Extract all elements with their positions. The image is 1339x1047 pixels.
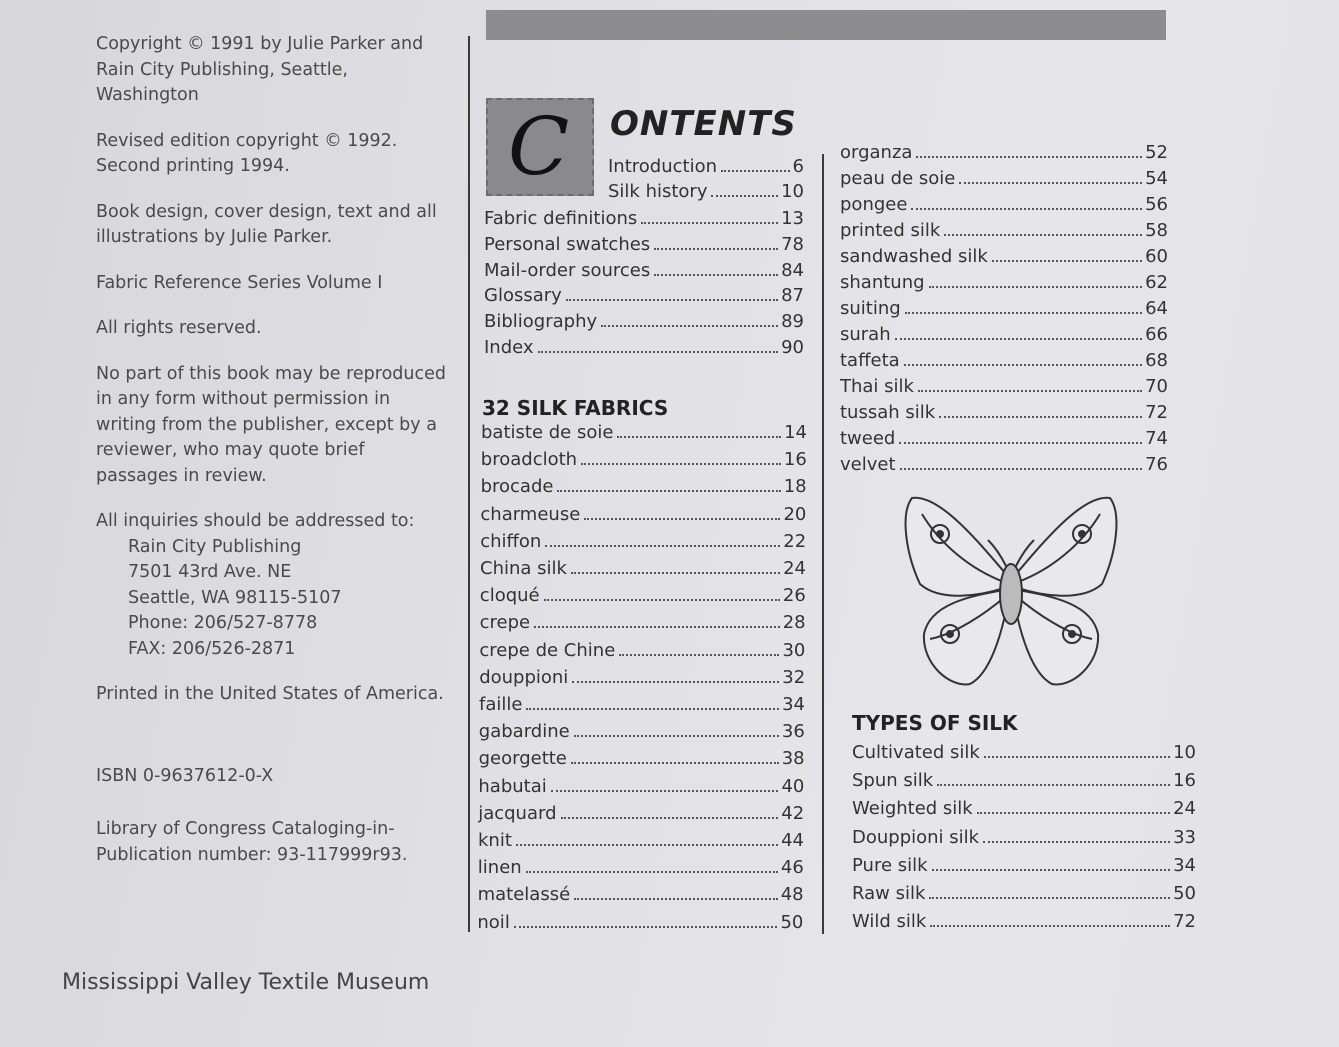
leader-dots — [905, 312, 1142, 314]
toc-main-row — [484, 285, 804, 311]
fabric-row — [840, 298, 1168, 324]
silk-type-row — [852, 855, 1196, 881]
leader-dots — [918, 390, 1142, 392]
fabric-row — [478, 884, 804, 910]
fabric-label: habutai — [478, 775, 547, 797]
fax-line: FAX: 206/526-2871 — [128, 638, 296, 659]
fabric-label: organza — [840, 142, 913, 163]
silk-type-row — [852, 798, 1196, 824]
toc-main-label: Mail-order sources — [484, 259, 651, 281]
leader-dots — [916, 156, 1142, 158]
moth-icon — [900, 484, 1122, 694]
leader-dots — [984, 756, 1170, 758]
fabric-label: noil — [477, 911, 510, 933]
fabric-row — [481, 476, 807, 502]
fabric-row — [840, 246, 1168, 272]
leader-dots — [959, 182, 1142, 184]
leader-dots — [551, 790, 779, 792]
fabric-page: 62 — [1145, 272, 1168, 293]
fabric-row — [479, 748, 805, 774]
reproduction-notice: No part of this book may be reproduced in any form without permission in writing from the publisher, except by a reviewer, who may quote brief passages in review. — [96, 363, 446, 486]
toc-main-page: 13 — [781, 208, 804, 229]
leader-dots — [526, 871, 778, 873]
fabric-page: 52 — [1145, 142, 1168, 163]
leader-dots — [929, 897, 1170, 899]
fabric-page: 48 — [780, 884, 804, 906]
toc-main-page: 84 — [781, 259, 804, 281]
toc-main-label: Silk history — [608, 181, 708, 202]
fabric-row — [840, 350, 1168, 376]
isbn: ISBN 0-9637612-0-X — [96, 765, 274, 786]
fabric-page: 28 — [782, 612, 806, 634]
address-line: Rain City Publishing — [128, 536, 302, 557]
toc-main-page: 10 — [781, 181, 804, 202]
leader-dots — [983, 841, 1170, 843]
toc-main-label: Bibliography — [484, 311, 598, 333]
toc-main-row — [608, 181, 804, 207]
fabric-label: cloqué — [479, 585, 540, 607]
silk-type-label: Raw silk — [852, 883, 926, 904]
fabric-row — [478, 803, 804, 829]
leader-dots — [929, 286, 1143, 288]
fabric-row — [840, 272, 1168, 298]
toc-main-page: 89 — [781, 311, 804, 333]
silk-type-page: 50 — [1173, 883, 1196, 904]
revised-edition: Revised edition copyright © 1992. Second printing 1994. — [96, 130, 398, 176]
watermark: Mississippi Valley Textile Museum — [62, 970, 430, 995]
leader-dots — [939, 416, 1142, 418]
design-credit: Book design, cover design, text and all illustrations by Julie Parker. — [96, 201, 437, 247]
toc-main-row — [484, 260, 804, 286]
fabric-label: jacquard — [478, 802, 557, 824]
fabric-page: 22 — [783, 530, 807, 552]
fabric-label: charmeuse — [480, 503, 581, 525]
leader-dots — [895, 338, 1142, 340]
copyright-block — [96, 32, 446, 888]
toc-main-row — [608, 156, 804, 182]
fabric-page: 60 — [1145, 246, 1168, 267]
silk-fabrics-heading: 32 SILK FABRICS — [482, 396, 669, 420]
fabric-label: georgette — [478, 748, 567, 770]
leader-dots — [617, 436, 781, 438]
silk-type-page: 16 — [1173, 770, 1196, 792]
fabric-label: taffeta — [840, 350, 900, 371]
fabric-page: 46 — [780, 857, 804, 879]
silk-type-page: 34 — [1173, 854, 1196, 876]
fabric-row — [480, 531, 806, 557]
fabric-label: broadcloth — [480, 449, 578, 471]
fabric-label: pongee — [840, 194, 908, 215]
fabric-row — [478, 776, 804, 802]
leader-dots — [601, 325, 778, 327]
leader-dots — [900, 468, 1143, 470]
fabric-label: faille — [479, 694, 523, 715]
silk-type-label: Douppioni silk — [852, 826, 980, 848]
fabric-page: 32 — [782, 666, 806, 688]
fabric-row — [481, 449, 807, 475]
fabric-label: chiffon — [480, 530, 542, 552]
leader-dots — [581, 463, 781, 465]
fabric-row — [479, 694, 805, 720]
contents-title: ONTENTS — [610, 104, 797, 144]
fabric-label: shantung — [840, 272, 925, 293]
divider-left — [468, 36, 470, 932]
fabric-row — [481, 422, 807, 448]
fabric-label: Thai silk — [840, 376, 914, 397]
fabric-row — [480, 558, 806, 584]
fabric-page: 30 — [782, 639, 806, 661]
fabric-page: 72 — [1145, 402, 1168, 423]
fabric-label: suiting — [840, 298, 901, 319]
fabric-page: 34 — [782, 694, 805, 715]
silk-type-row — [852, 770, 1196, 796]
leader-dots — [937, 784, 1170, 786]
fabric-row — [840, 324, 1168, 350]
fabric-page: 50 — [780, 911, 804, 933]
leader-dots — [930, 925, 1170, 927]
fabric-page: 76 — [1145, 454, 1168, 475]
fabric-row — [840, 194, 1168, 220]
leader-dots — [944, 234, 1142, 236]
toc-main-row — [484, 234, 804, 260]
fabric-row — [840, 428, 1168, 454]
leader-dots — [721, 170, 790, 172]
fabric-label: brocade — [480, 476, 554, 498]
fabric-page: 66 — [1145, 324, 1168, 345]
silk-type-label: Wild silk — [852, 911, 927, 933]
copyright-notice: Copyright © 1991 by Julie Parker and Rain City Publishing, Seattle, Washington — [96, 34, 424, 105]
fabric-row — [479, 640, 805, 666]
toc-main-page: 78 — [781, 233, 804, 255]
leader-dots — [619, 654, 779, 656]
toc-main-label: Introduction — [608, 156, 718, 177]
leader-dots — [911, 208, 1142, 210]
fabric-label: tweed — [840, 428, 896, 449]
leader-dots — [571, 762, 779, 764]
leader-dots — [992, 260, 1142, 262]
toc-main-row — [484, 208, 804, 234]
fabric-label: surah — [840, 324, 891, 345]
printed-in: Printed in the United States of America. — [96, 684, 444, 704]
fabric-row — [479, 721, 805, 747]
leader-dots — [544, 599, 780, 601]
fabric-label: knit — [478, 830, 512, 851]
toc-main-page: 87 — [781, 285, 804, 307]
address-line: 7501 43rd Ave. NE — [128, 562, 292, 582]
leader-dots — [711, 195, 778, 197]
silk-type-row — [852, 883, 1196, 909]
header-bar — [486, 10, 1166, 40]
fabric-row — [840, 376, 1168, 402]
silk-type-page: 72 — [1173, 911, 1196, 933]
fabric-row — [478, 857, 804, 883]
silk-type-label: Spun silk — [852, 770, 934, 792]
leader-dots — [545, 545, 780, 547]
leader-dots — [904, 364, 1142, 366]
fabric-row — [840, 454, 1168, 480]
fabric-row — [480, 612, 806, 638]
fabric-page: 64 — [1145, 298, 1168, 319]
toc-main-page: 6 — [792, 156, 804, 177]
silk-type-page: 24 — [1173, 798, 1196, 820]
toc-main-page: 90 — [781, 337, 804, 358]
fabric-page: 36 — [781, 721, 805, 743]
leader-dots — [899, 442, 1142, 444]
toc-main-label: Fabric definitions — [484, 208, 638, 229]
leader-dots — [538, 351, 779, 353]
fabric-label: printed silk — [840, 220, 941, 241]
types-of-silk-heading: TYPES OF SILK — [852, 711, 1018, 735]
fabric-page: 16 — [783, 449, 807, 471]
fabric-label: gabardine — [478, 721, 570, 743]
leader-dots — [526, 708, 779, 710]
fabric-row — [477, 912, 803, 938]
fabric-row — [480, 504, 806, 530]
fabric-label: linen — [477, 857, 522, 879]
leader-dots — [641, 222, 778, 224]
leader-dots — [574, 735, 779, 737]
leader-dots — [561, 817, 779, 819]
silk-type-row — [852, 742, 1196, 768]
inquiries-intro: All inquiries should be addressed to: — [96, 511, 415, 531]
leader-dots — [514, 926, 778, 928]
fabric-page: 26 — [782, 585, 806, 607]
leader-dots — [574, 898, 778, 900]
fabric-label: matelassé — [477, 884, 571, 906]
phone-line: Phone: 206/527-8778 — [128, 613, 318, 633]
silk-type-page: 10 — [1173, 742, 1196, 763]
fabric-row — [478, 830, 804, 856]
toc-main-label: Glossary — [484, 285, 562, 307]
divider-right — [822, 154, 824, 934]
silk-type-page: 33 — [1173, 826, 1196, 848]
fabric-label: douppioni — [479, 666, 569, 688]
silk-type-row — [852, 827, 1196, 853]
fabric-page: 56 — [1145, 194, 1168, 215]
leader-dots — [584, 518, 780, 520]
contents-initial: C — [508, 100, 570, 193]
silk-type-label: Pure silk — [852, 854, 928, 876]
silk-type-label: Weighted silk — [852, 798, 973, 820]
fabric-page: 38 — [781, 748, 805, 770]
toc-main-label: Index — [484, 337, 534, 358]
silk-type-label: Cultivated silk — [852, 742, 980, 763]
fabric-page: 40 — [781, 775, 805, 797]
fabric-row — [840, 142, 1168, 168]
fabric-page: 74 — [1145, 428, 1168, 449]
leader-dots — [932, 869, 1171, 871]
leader-dots — [571, 572, 780, 574]
fabric-label: velvet — [840, 454, 896, 475]
leader-dots — [534, 626, 780, 628]
toc-main-label: Personal swatches — [484, 233, 651, 255]
fabric-page: 70 — [1145, 376, 1168, 397]
series-info: Fabric Reference Series Volume I — [96, 272, 383, 293]
leader-dots — [516, 844, 778, 846]
fabric-page: 18 — [783, 476, 807, 498]
fabric-label: crepe — [479, 612, 531, 634]
fabric-label: sandwashed silk — [840, 246, 988, 267]
fabric-page: 42 — [781, 802, 805, 824]
leader-dots — [572, 681, 779, 683]
leader-dots — [557, 490, 780, 492]
fabric-label: crepe de Chine — [479, 639, 616, 661]
lccn: Library of Congress Cataloging-in-Publication number: 93-117999r93. — [96, 819, 408, 865]
fabric-row — [840, 402, 1168, 428]
toc-main-row — [484, 311, 804, 337]
fabric-row — [840, 220, 1168, 246]
leader-dots — [654, 274, 778, 276]
contents-initial-box — [486, 98, 594, 196]
fabric-label: China silk — [480, 558, 567, 579]
fabric-page: 54 — [1145, 168, 1168, 189]
leader-dots — [566, 299, 778, 301]
rights-reserved: All rights reserved. — [96, 318, 262, 338]
silk-type-row — [852, 911, 1196, 937]
fabric-page: 58 — [1145, 220, 1168, 241]
fabric-row — [480, 585, 806, 611]
fabric-label: tussah silk — [840, 402, 936, 423]
fabric-row — [840, 168, 1168, 194]
fabric-label: peau de soie — [840, 168, 956, 189]
fabric-page: 68 — [1145, 350, 1168, 371]
fabric-page: 44 — [781, 830, 804, 851]
leader-dots — [654, 248, 778, 250]
fabric-page: 14 — [784, 422, 807, 443]
fabric-page: 20 — [783, 503, 807, 525]
leader-dots — [977, 812, 1170, 814]
fabric-row — [479, 667, 805, 693]
address-line: Seattle, WA 98115-5107 — [128, 587, 342, 608]
fabric-label: batiste de soie — [481, 422, 614, 443]
toc-main-row — [484, 337, 804, 363]
fabric-page: 24 — [783, 558, 806, 579]
